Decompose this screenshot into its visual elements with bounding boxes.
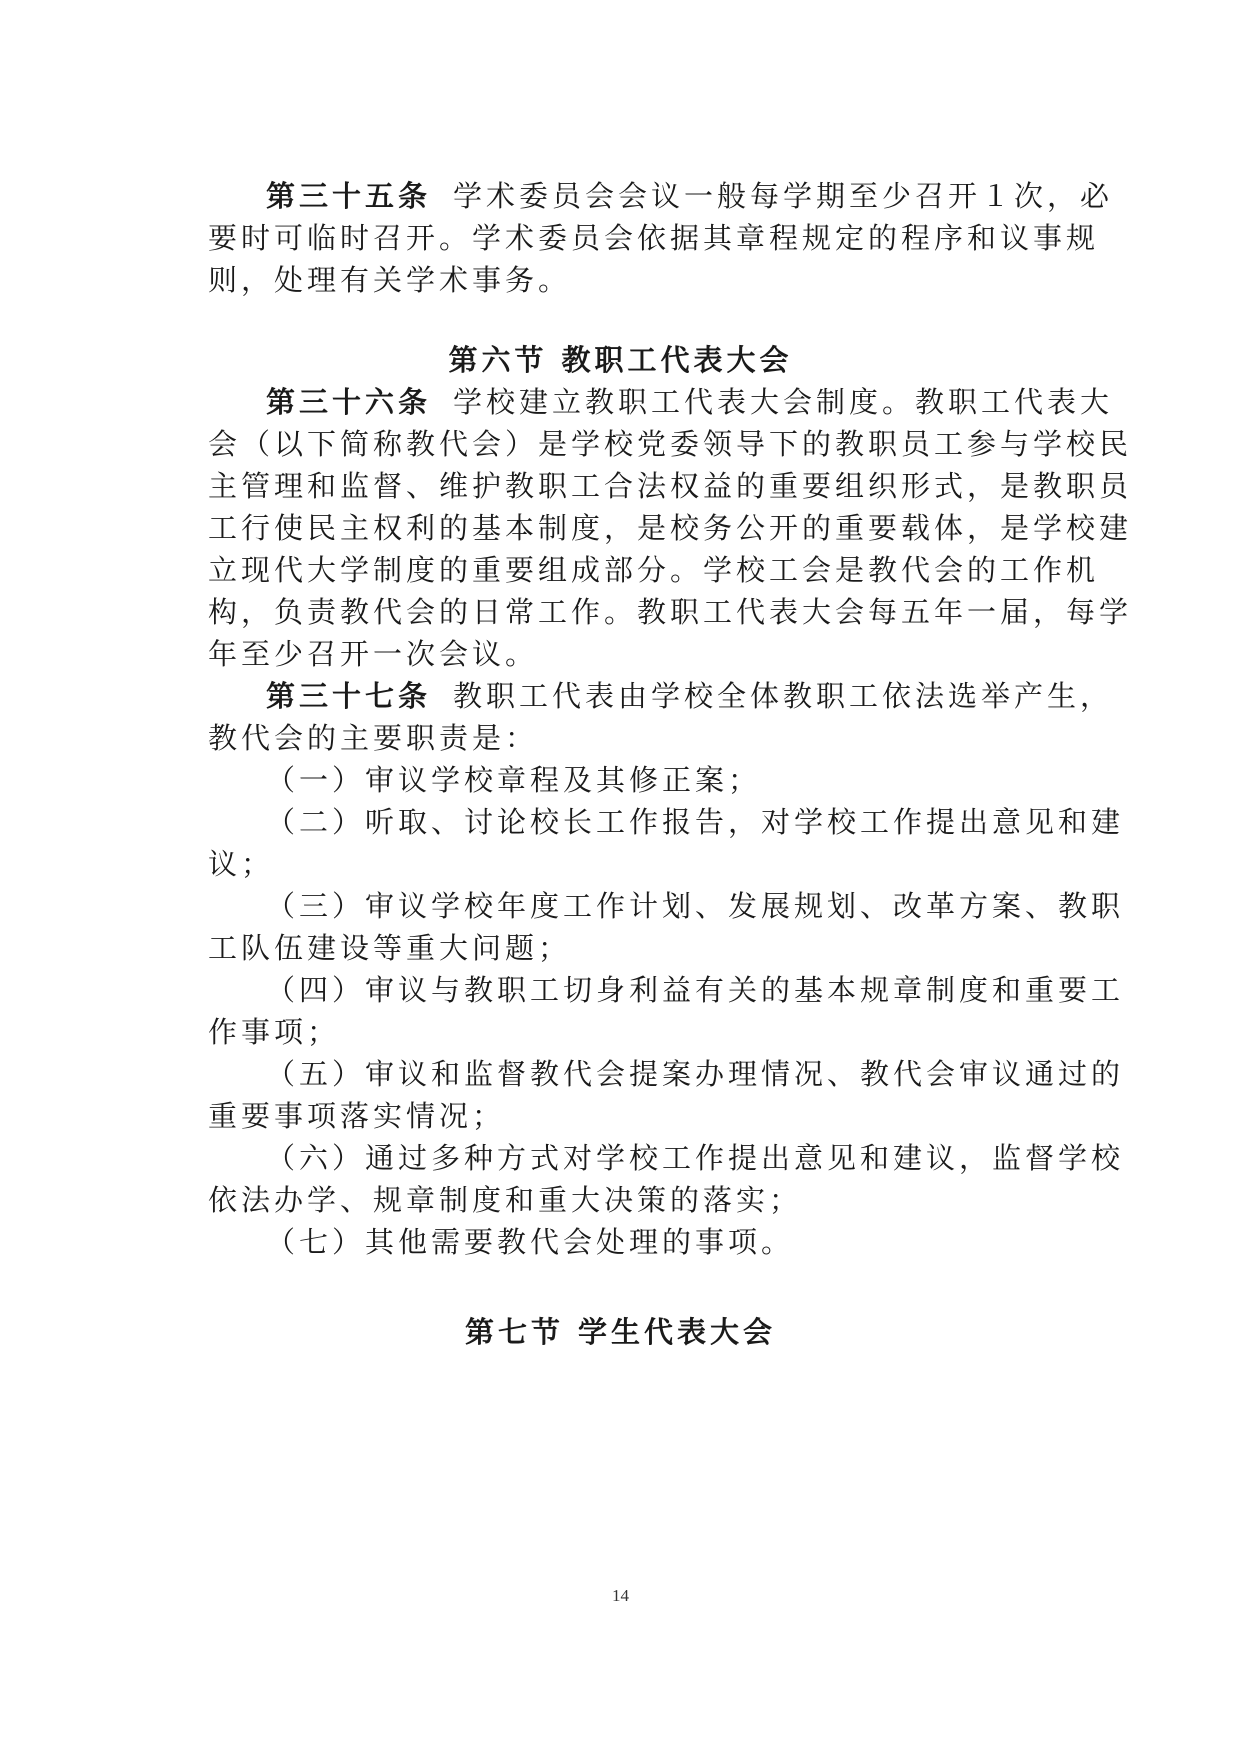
list-item-6: （六）通过多种方式对学校工作提出意见和建议，监督学校 [266, 1141, 1125, 1175]
article-37-number: 第三十七条 [266, 679, 432, 713]
section-6-heading: 第六节 教职工代表大会 [448, 343, 793, 377]
article-36-line-7: 年至少召开一次会议。 [208, 637, 539, 671]
list-item-5-cont: 重要事项落实情况； [208, 1099, 506, 1133]
article-35-line-1 [266, 174, 1114, 218]
article-37-line-1 [266, 674, 1114, 718]
list-item-7: （七）其他需要教代会处理的事项。 [266, 1225, 795, 1259]
article-36-text: 学校建立教职工代表大会制度。教职工代表大 [453, 385, 1114, 419]
article-36-line-1 [266, 380, 1114, 424]
page-number: 14 [612, 1586, 629, 1605]
list-item-2-cont: 议； [208, 847, 275, 881]
article-35-line-3: 则，处理有关学术事务。 [208, 263, 572, 297]
article-36-line-2: 会（以下简称教代会）是学校党委领导下的教职员工参与学校民 [208, 427, 1133, 461]
section-7-heading: 第七节 学生代表大会 [464, 1315, 777, 1349]
list-item-1: （一）审议学校章程及其修正案； [266, 763, 762, 797]
article-36-number: 第三十六条 [266, 385, 432, 419]
article-35-text: 学术委员会会议一般每学期至少召开１次，必 [453, 179, 1114, 213]
article-36-line-3: 主管理和监督、维护教职工合法权益的重要组织形式，是教职员 [208, 469, 1133, 503]
list-item-3-cont: 工队伍建设等重大问题； [208, 931, 572, 965]
list-item-2: （二）听取、讨论校长工作报告，对学校工作提出意见和建 [266, 805, 1125, 839]
article-36-line-5: 立现代大学制度的重要组成部分。学校工会是教代会的工作机 [208, 553, 1100, 587]
article-35-number: 第三十五条 [266, 179, 432, 213]
list-item-3: （三）审议学校年度工作计划、发展规划、改革方案、教职 [266, 889, 1125, 923]
list-item-4-cont: 作事项； [208, 1015, 341, 1049]
article-35-line-2: 要时可临时召开。学术委员会依据其章程规定的程序和议事规 [208, 221, 1100, 255]
article-37-text: 教职工代表由学校全体教职工依法选举产生， [453, 679, 1114, 713]
article-37-line-2: 教代会的主要职责是： [208, 721, 539, 755]
article-36-line-4: 工行使民主权利的基本制度，是校务公开的重要载体，是学校建 [208, 511, 1133, 545]
article-36-line-6: 构，负责教代会的日常工作。教职工代表大会每五年一届，每学 [208, 595, 1133, 629]
list-item-5: （五）审议和监督教代会提案办理情况、教代会审议通过的 [266, 1057, 1125, 1091]
list-item-6-cont: 依法办学、规章制度和重大决策的落实； [208, 1183, 803, 1217]
list-item-4: （四）审议与教职工切身利益有关的基本规章制度和重要工 [266, 973, 1125, 1007]
